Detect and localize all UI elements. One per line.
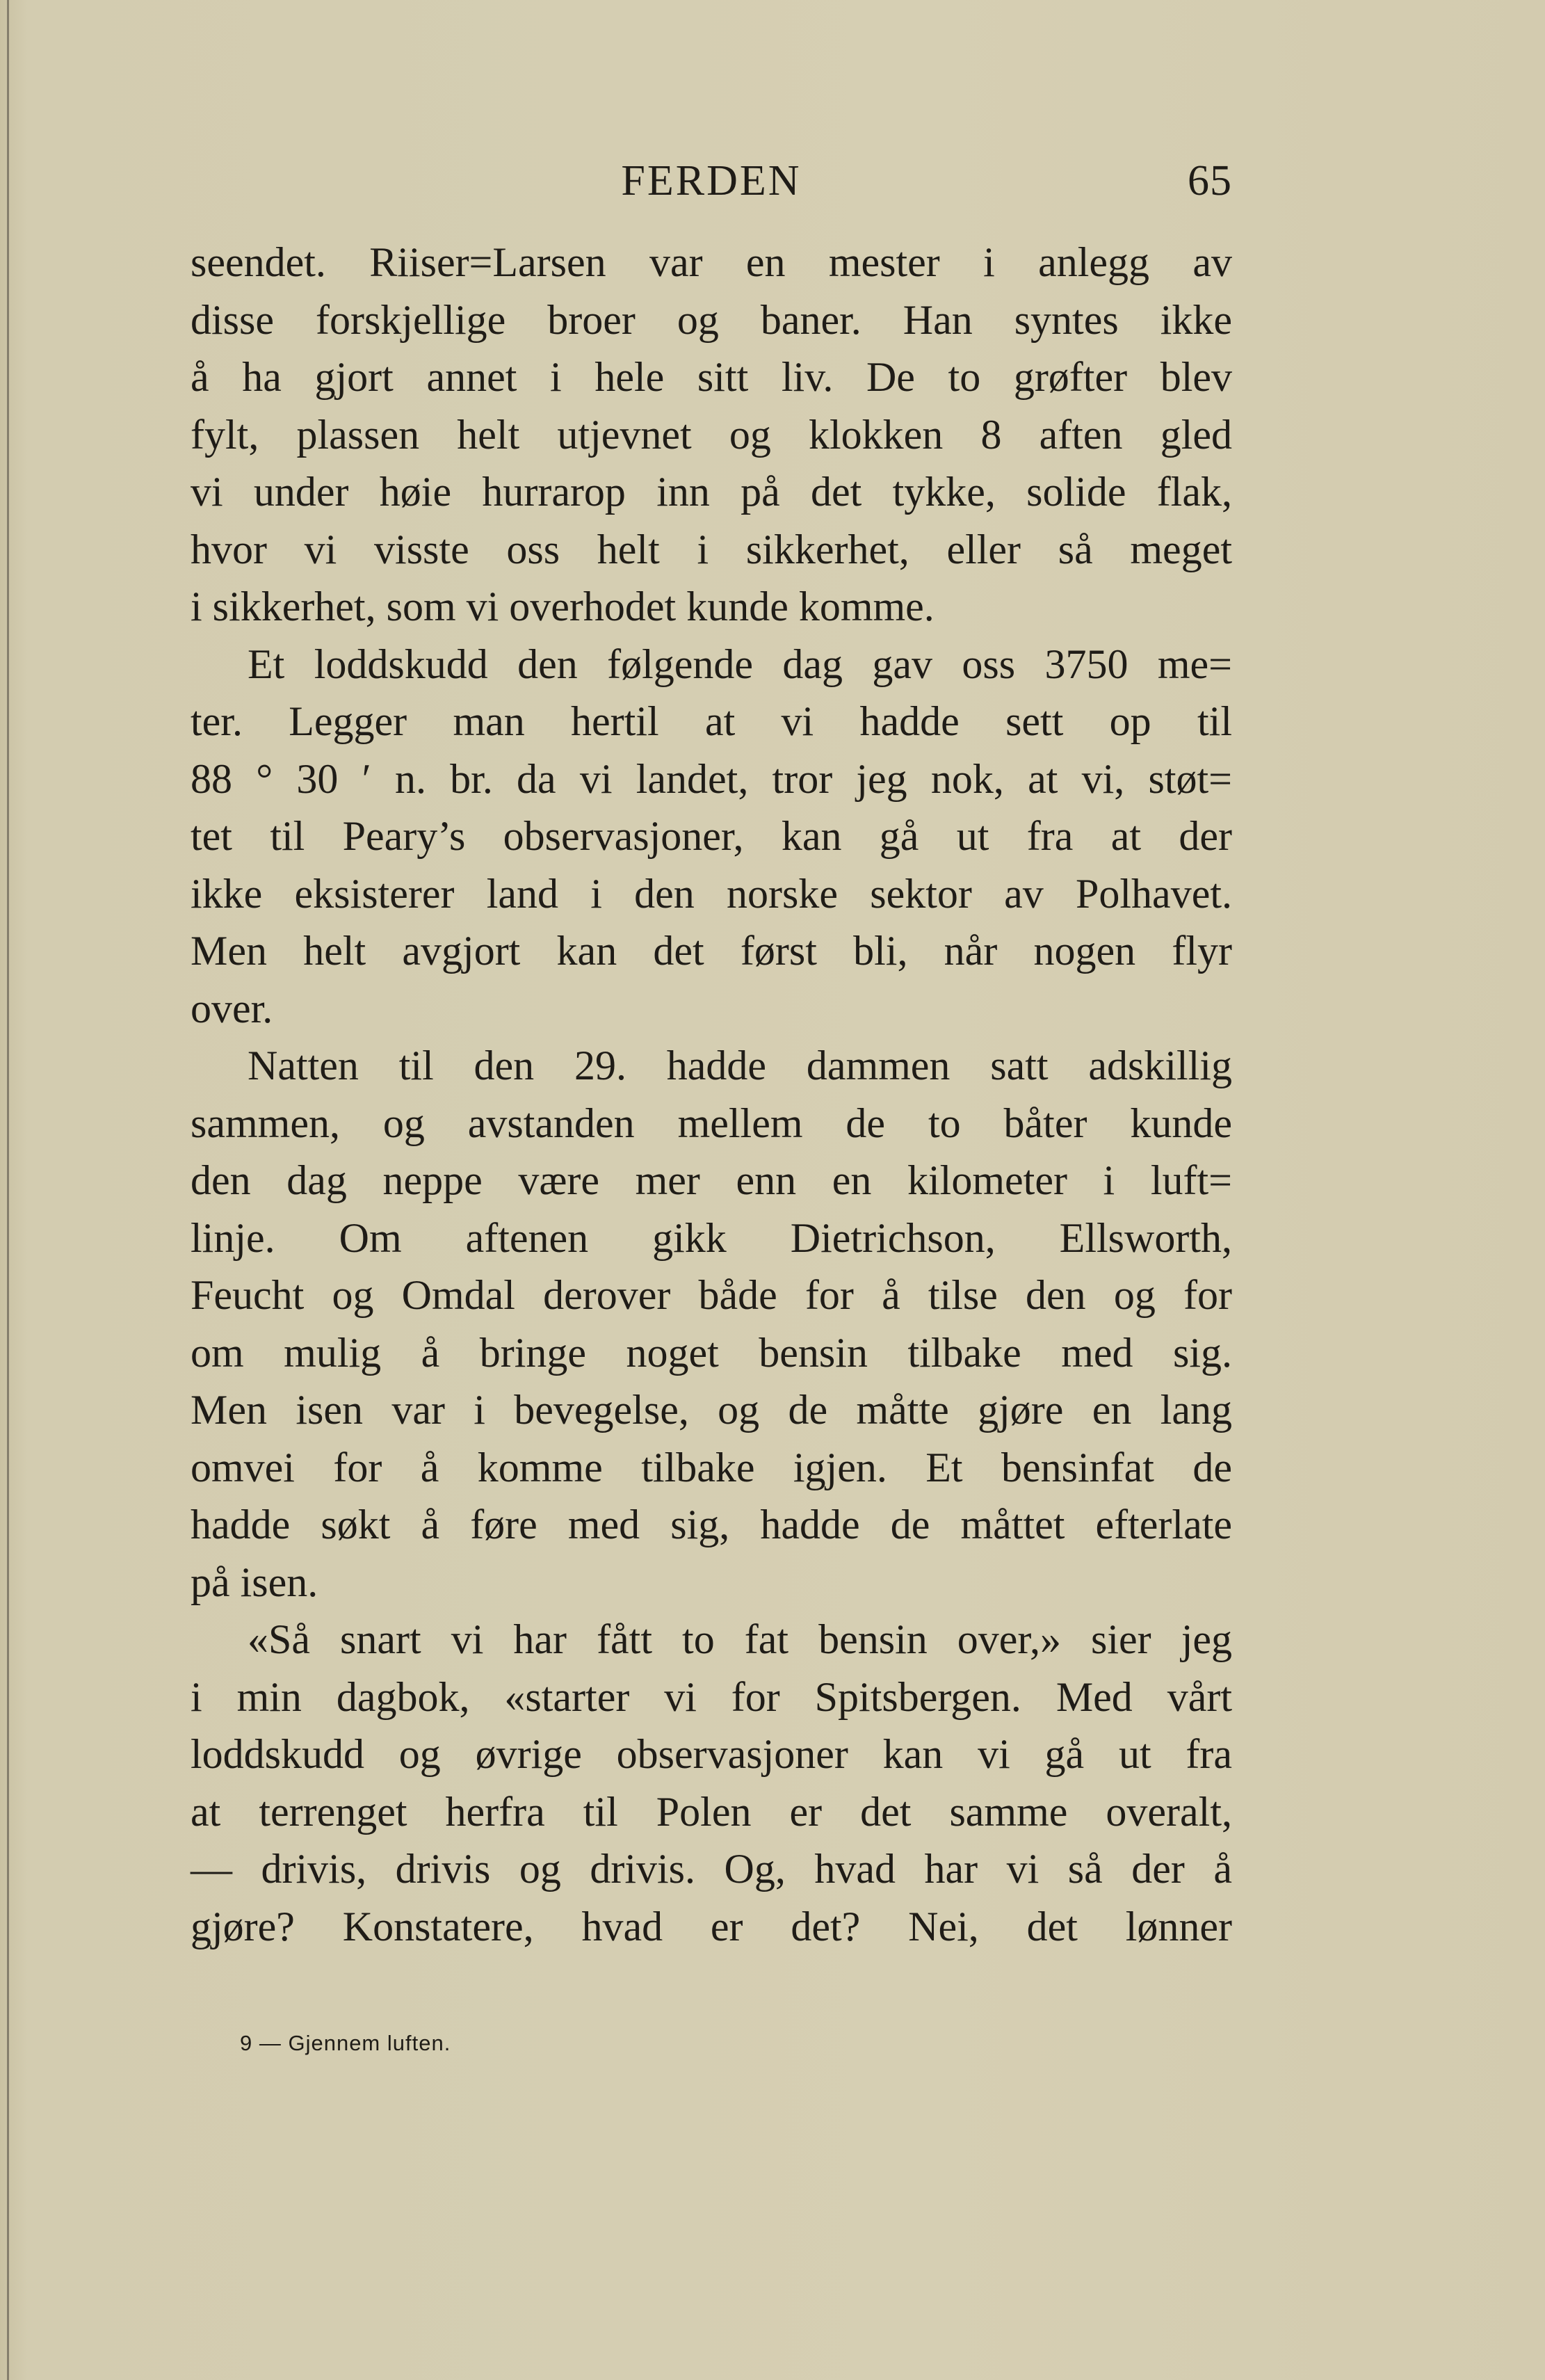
text-line: fylt, plassen helt utjevnet og klokken 8 aften gled: [191, 411, 1232, 458]
text-line: Feucht og Omdal derover både for å tilse den og for: [191, 1272, 1232, 1318]
text-line: gjøre? Konstatere, hvad er det? Nei, det lønner: [191, 1903, 1232, 1949]
text-line: om mulig å bringe noget bensin tilbake med sig.: [191, 1329, 1232, 1376]
page-header: [191, 156, 1232, 212]
text-line: hadde søkt å føre med sig, hadde de måttet efterlate: [191, 1502, 1232, 1547]
text-line: vi under høie hurrarop inn på det tykke, solide flak,: [191, 469, 1232, 515]
body-text: [191, 234, 1232, 1955]
text-line: å ha gjort annet i hele sitt liv. De to grøfter blev: [191, 354, 1232, 400]
text-line: — drivis, drivis og drivis. Og, hvad har vi så der å: [191, 1846, 1232, 1892]
text-line: loddskudd og øvrige observasjoner kan vi gå ut fra: [191, 1731, 1232, 1777]
text-line: i min dagbok, «starter vi for Spitsbergen. Med vårt: [191, 1673, 1232, 1720]
text-line: i sikkerhet, som vi overhodet kunde komme.: [191, 584, 935, 629]
text-line: 88 ° 30 ′ n. br. da vi landet, tror jeg nok, at vi, støt=: [191, 755, 1232, 802]
text-line: disse forskjellige broer og baner. Han syntes ikke: [191, 296, 1232, 343]
running-head: FERDEN: [621, 157, 802, 204]
page-number: 65: [1188, 157, 1232, 204]
text-line: tet til Peary’s observasjoner, kan gå ut fra at der: [191, 813, 1232, 859]
text-line: Men helt avgjort kan det først bli, når nogen flyr: [191, 928, 1232, 974]
text-line: Natten til den 29. hadde dammen satt adskillig: [248, 1043, 1232, 1088]
text-line: Men isen var i bevegelse, og de måtte gjøre en lang: [191, 1387, 1232, 1433]
text-line: ikke eksisterer land i den norske sektor av Polhavet.: [191, 870, 1232, 917]
text-line: sammen, og avstanden mellem de to båter kunde: [191, 1100, 1232, 1146]
text-line: omvei for å komme tilbake igjen. Et bensinfat de: [191, 1444, 1232, 1490]
text-line: Et loddskudd den følgende dag gav oss 3750 me=: [248, 641, 1232, 687]
text-line: at terrenget herfra til Polen er det samme overalt,: [191, 1788, 1232, 1835]
signature-mark: 9 — Gjennem luften.: [240, 2031, 451, 2055]
text-line: over.: [191, 985, 273, 1031]
text-line: ter. Legger man hertil at vi hadde sett op til: [191, 698, 1232, 744]
text-line: hvor vi visste oss helt i sikkerhet, eller så meget: [191, 526, 1232, 572]
text-line: den dag neppe være mer enn en kilometer i luft=: [191, 1157, 1232, 1203]
page-edge-divider: [7, 0, 9, 2380]
text-line: «Så snart vi har fått to fat bensin over,» sier jeg: [248, 1616, 1232, 1662]
text-line: på isen.: [191, 1559, 318, 1605]
text-line: seendet. Riiser=Larsen var en mester i anlegg av: [191, 239, 1232, 285]
text-line: linje. Om aftenen gikk Dietrichson, Ellsworth,: [191, 1214, 1232, 1261]
